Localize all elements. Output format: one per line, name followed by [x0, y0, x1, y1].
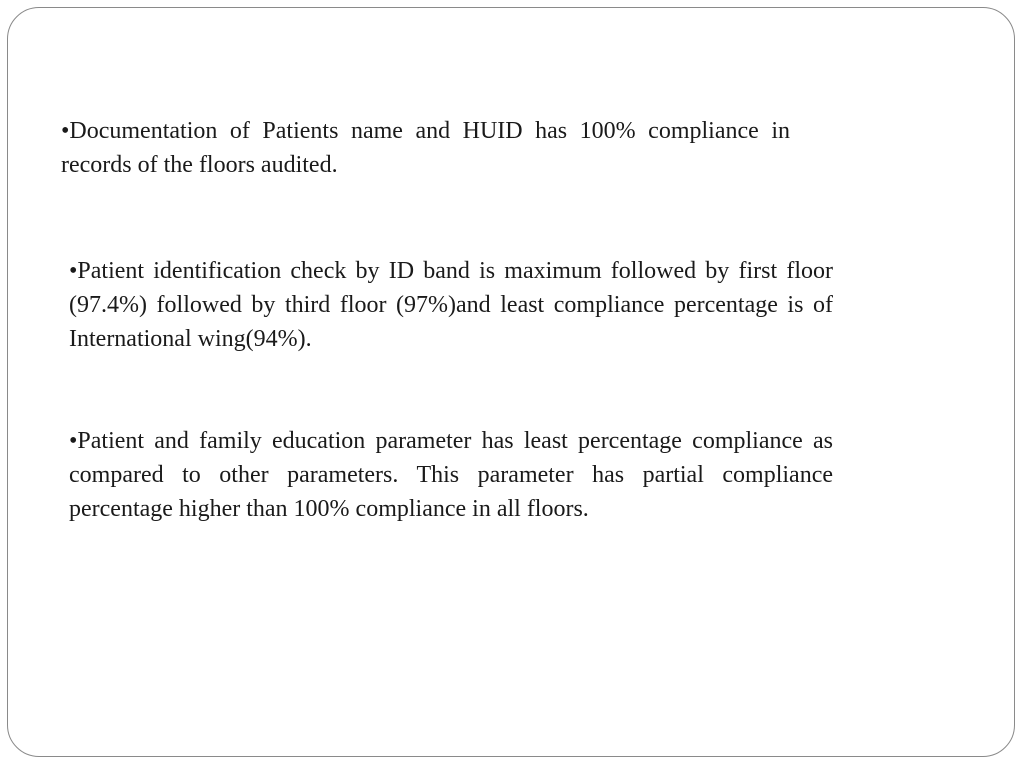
- bullet-patient-family-education: •Patient and family education parameter has least percentage compliance as compared to other parameters. This parameter has partial compliance percentage higher than 100% compliance in all floors.: [69, 428, 833, 522]
- bullet-documentation-compliance: •Documentation of Patients name and HUID has 100% compliance in records of the floors audited.: [61, 118, 790, 178]
- slide-frame: [7, 7, 1015, 757]
- bullet-patient-identification: •Patient identification check by ID band is maximum followed by first floor (97.4%) followed by third floor (97%)and least compliance percentage is of International wing(94%).: [69, 258, 833, 352]
